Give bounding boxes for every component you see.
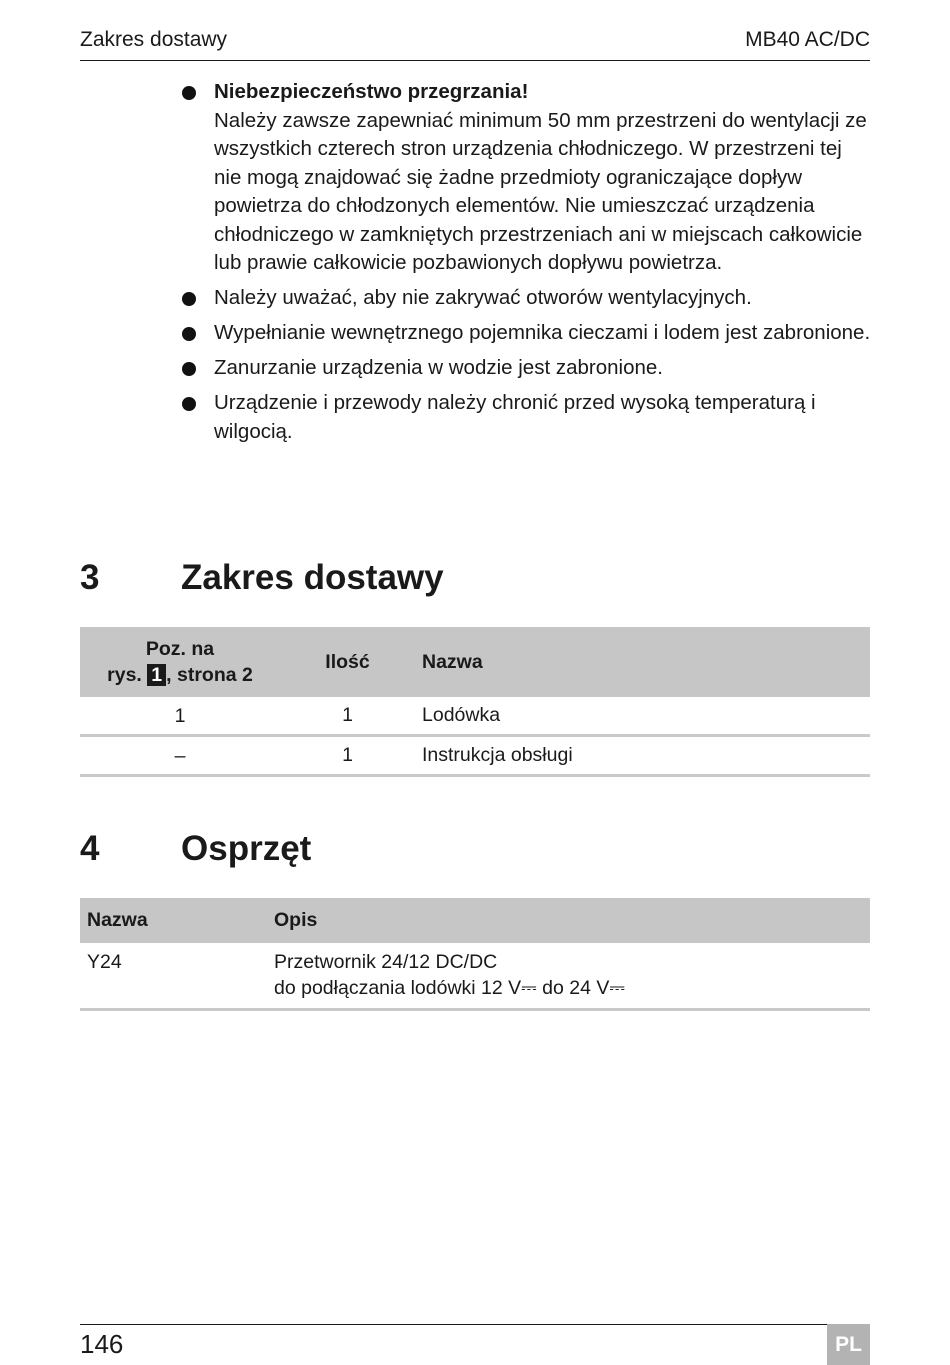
section-number: 4 xyxy=(80,829,100,868)
footer-divider xyxy=(80,1324,870,1325)
delivery-scope-table xyxy=(80,627,870,777)
cell-name: Y24 xyxy=(80,943,267,1010)
cell-name: Lodówka xyxy=(415,697,870,736)
page-number: 146 xyxy=(80,1329,124,1359)
section-title: Osprzęt xyxy=(181,829,312,868)
cell-description xyxy=(267,943,870,1010)
bullet-item xyxy=(182,284,872,313)
bullet-text: Zanurzanie urządzenia w wodzie jest zabronione. xyxy=(214,356,663,379)
col-header-position-line1: Poz. na xyxy=(145,638,215,660)
col-header-position-prefix: rys. xyxy=(107,664,142,686)
table-row xyxy=(80,697,870,736)
bullet-item xyxy=(182,354,872,383)
bullet-dot-icon xyxy=(182,362,196,376)
figure-ref-badge: 1 xyxy=(147,664,166,686)
cell-position: 1 xyxy=(80,697,280,736)
bullet-text: Urządzenie i przewody należy chronić przed wysoką temperaturą i wilgocią. xyxy=(214,391,816,443)
bullet-text: Należy zawsze zapewniać minimum 50 mm przestrzeni do wentylacji ze wszystkich czterech stron urządzenia chłodniczego. W przestrzeni tej nie mogą znajdować się żadne przedmioty ograniczające dopływ powietrza do chłodzonych elementów. Nie umieszczać urządzenia chłodniczego w zamkniętych przestrzeniach ani w miejscach całkowicie lub prawie całkowicie pozbawionych dopływu powietrza. xyxy=(214,108,867,274)
cell-position: – xyxy=(80,736,280,776)
language-badge: PL xyxy=(827,1324,870,1365)
col-header-name: Nazwa xyxy=(80,898,267,943)
bullet-text: Należy uważać, aby nie zakrywać otworów wentylacyjnych. xyxy=(214,286,752,309)
col-header-name: Nazwa xyxy=(415,627,870,697)
cell-name: Instrukcja obsługi xyxy=(415,736,870,776)
bullet-dot-icon xyxy=(182,86,196,100)
safety-bullet-list xyxy=(182,78,872,453)
bullet-item xyxy=(182,78,872,278)
col-header-position-suffix: , strona 2 xyxy=(166,664,253,686)
bullet-dot-icon xyxy=(182,397,196,411)
section-title: Zakres dostawy xyxy=(181,558,444,597)
running-header-section: Zakres dostawy xyxy=(80,28,228,51)
cell-qty: 1 xyxy=(280,736,415,776)
section-number: 3 xyxy=(80,558,100,597)
cell-description-line1: Przetwornik 24/12 DC/DC xyxy=(274,951,498,973)
bullet-warning-title: Niebezpieczeństwo przegrzania! xyxy=(214,80,529,103)
cell-description-line2: do podłączania lodówki 12 V⎓ do 24 V⎓ xyxy=(274,977,625,999)
cell-qty: 1 xyxy=(280,697,415,736)
table-header-row xyxy=(80,898,870,943)
table-row xyxy=(80,943,870,1010)
bullet-dot-icon xyxy=(182,292,196,306)
col-header-qty: Ilość xyxy=(280,627,415,697)
bullet-text: Wypełnianie wewnętrznego pojemnika cieczami i lodem jest zabronione. xyxy=(214,321,871,344)
col-header-position xyxy=(80,627,280,697)
bullet-dot-icon xyxy=(182,327,196,341)
running-header-model: MB40 AC/DC xyxy=(745,28,870,51)
table-row xyxy=(80,736,870,776)
header-divider xyxy=(80,60,870,61)
accessories-table xyxy=(80,898,870,1011)
bullet-item xyxy=(182,389,872,446)
table-header-row xyxy=(80,627,870,697)
col-header-description: Opis xyxy=(267,898,870,943)
bullet-item xyxy=(182,319,872,348)
